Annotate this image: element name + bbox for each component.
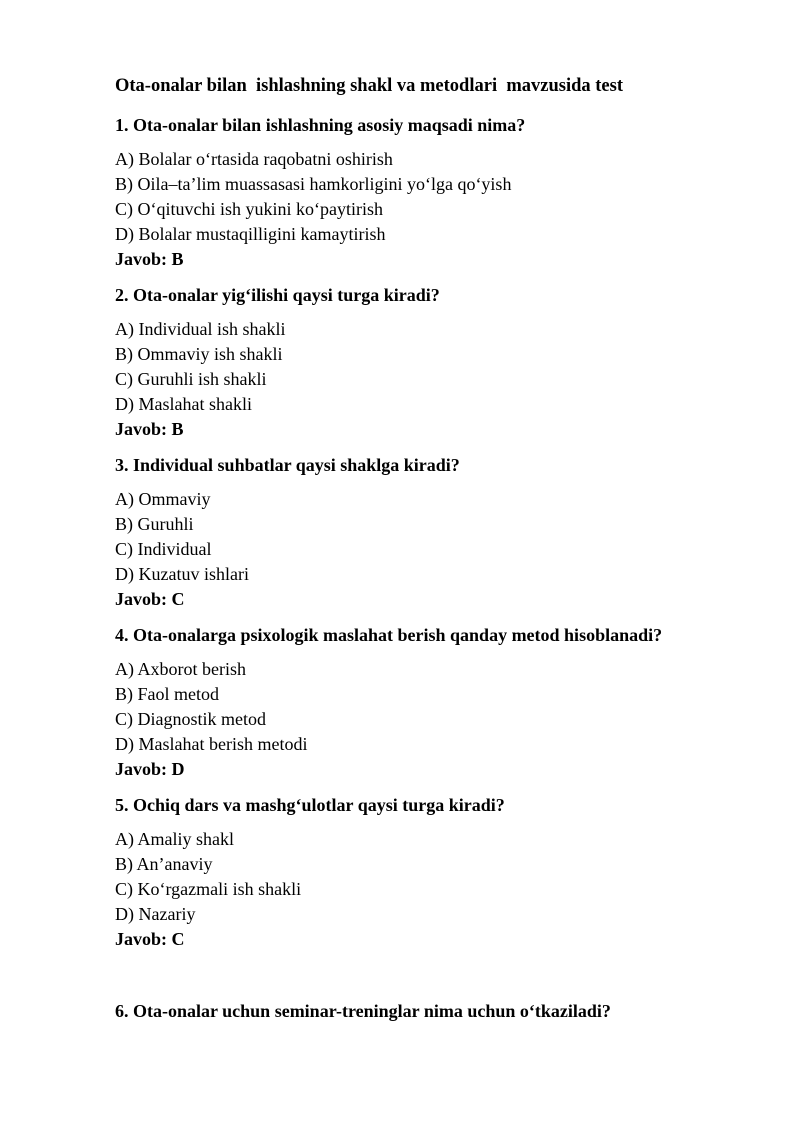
option-b: B) Guruhli (115, 514, 194, 534)
option-b: B) Faol metod (115, 684, 219, 704)
answer-label: Javob: C (115, 589, 185, 609)
options-list (115, 487, 460, 587)
options-list (115, 827, 505, 927)
question-text: 4. Ota-onalarga psixologik maslahat berish qanday metod hisoblanadi? (115, 625, 663, 645)
option-b: B) Oila–ta’lim muassasasi hamkorligini yo‘lga qo‘yish (115, 174, 512, 194)
option-d: D) Maslahat shakli (115, 394, 252, 414)
answer-label: Javob: B (115, 419, 184, 439)
options-list (115, 657, 662, 757)
option-a: A) Amaliy shakl (115, 829, 234, 849)
option-d: D) Maslahat berish metodi (115, 734, 308, 754)
option-b: B) Ommaviy ish shakli (115, 344, 283, 364)
option-c: C) Diagnostik metod (115, 709, 266, 729)
options-list (115, 317, 440, 417)
option-c: C) O‘qituvchi ish yukini ko‘paytirish (115, 199, 383, 219)
option-c: C) Guruhli ish shakli (115, 369, 267, 389)
option-a: A) Axborot berish (115, 659, 246, 679)
option-d: D) Kuzatuv ishlari (115, 564, 249, 584)
question-text: 1. Ota-onalar bilan ishlashning asosiy maqsadi nima? (115, 115, 526, 135)
question-text: 5. Ochiq dars va mashg‘ulotlar qaysi turga kiradi? (115, 795, 505, 815)
question-6 (115, 999, 611, 1024)
answer-label: Javob: D (115, 759, 185, 779)
option-a: A) Individual ish shakli (115, 319, 286, 339)
document-title: Ota-onalar bilan ishlashning shakl va metodlari mavzusida test (115, 76, 623, 96)
question-3 (115, 453, 460, 612)
answer-label: Javob: C (115, 929, 185, 949)
question-text: 2. Ota-onalar yig‘ilishi qaysi turga kiradi? (115, 285, 440, 305)
question-5 (115, 793, 505, 952)
option-a: A) Ommaviy (115, 489, 211, 509)
option-b: B) An’anaviy (115, 854, 213, 874)
option-d: D) Nazariy (115, 904, 196, 924)
question-1 (115, 113, 525, 272)
question-text: 3. Individual suhbatlar qaysi shaklga kiradi? (115, 455, 460, 475)
option-c: C) Individual (115, 539, 212, 559)
answer-label: Javob: B (115, 249, 184, 269)
option-c: C) Ko‘rgazmali ish shakli (115, 879, 302, 899)
option-a: A) Bolalar o‘rtasida raqobatni oshirish (115, 149, 393, 169)
question-4 (115, 623, 662, 782)
option-d: D) Bolalar mustaqilligini kamaytirish (115, 224, 386, 244)
question-text: 6. Ota-onalar uchun seminar-treninglar nima uchun o‘tkaziladi? (115, 1001, 611, 1021)
question-2 (115, 283, 440, 442)
options-list (115, 147, 525, 247)
